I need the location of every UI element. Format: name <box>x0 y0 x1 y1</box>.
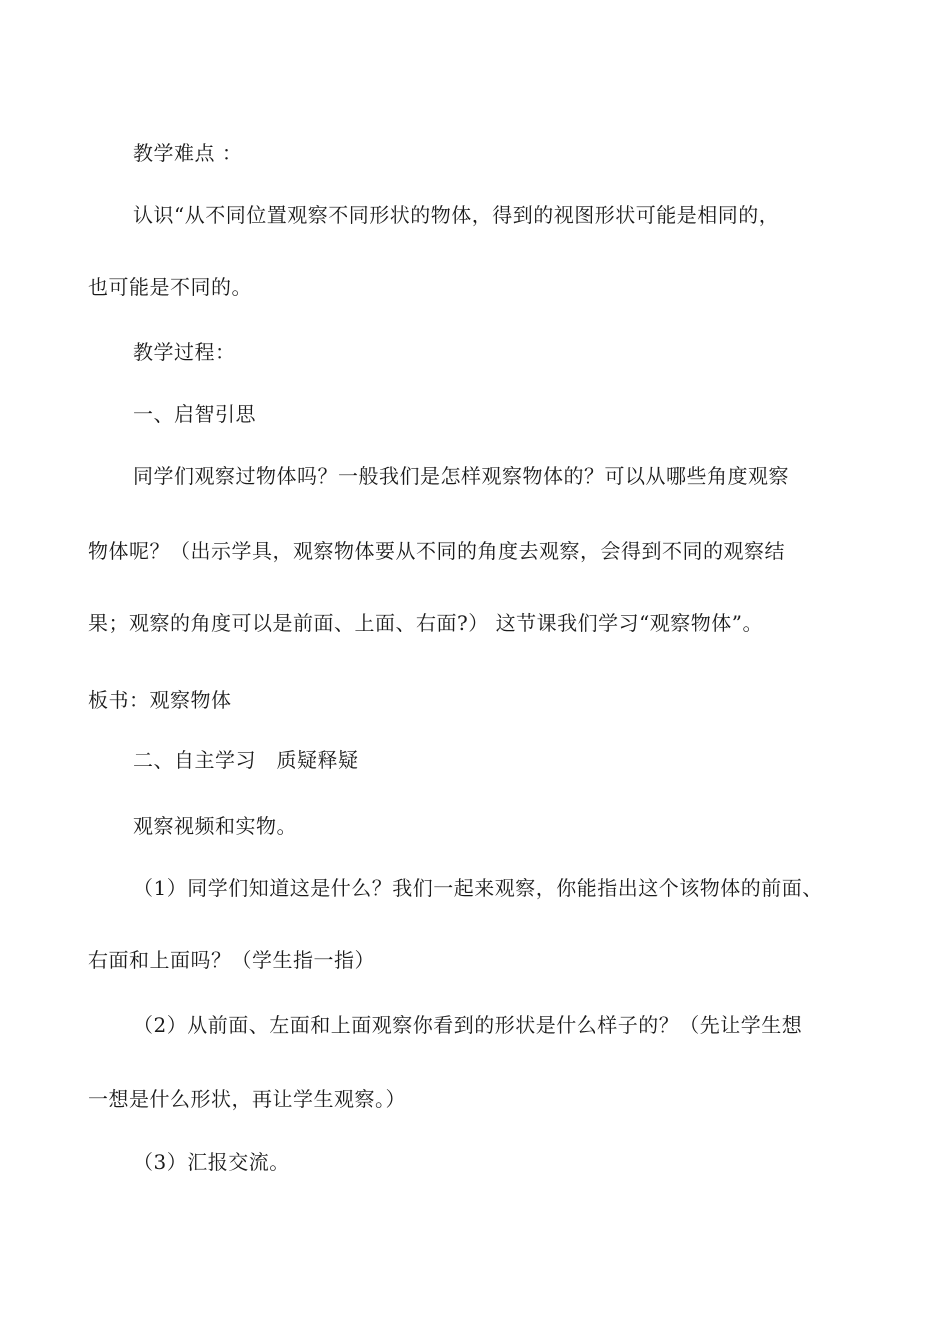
heading-teaching-difficulty: 教学难点 ： <box>133 141 243 165</box>
list-item-1: （1）同学们知道这是什么？我们一起来观察，你能指出这个该物体的前面、 <box>133 876 823 900</box>
paragraph-line: 果；观察的角度可以是前面、上面、右面?） 这节课我们学习“观察物体”。 <box>88 611 764 635</box>
paragraph-line: 物体呢？（出示学具，观察物体要从不同的角度去观察，会得到不同的观察结 <box>88 539 785 563</box>
paragraph-line: 一想是什么形状，再让学生观察。） <box>88 1087 406 1111</box>
heading-teaching-process: 教学过程： <box>133 340 236 364</box>
section-heading-2: 二、自主学习 质疑释疑 <box>133 748 359 772</box>
list-item-3: （3）汇报交流。 <box>133 1150 290 1174</box>
paragraph-line: 观察视频和实物。 <box>133 814 297 838</box>
paragraph-line: 右面和上面吗？（学生指一指） <box>88 948 375 972</box>
board-writing-line: 板书：观察物体 <box>88 688 232 712</box>
list-item-2: （2）从前面、左面和上面观察你看到的形状是什么样子的？（先让学生想 <box>133 1013 803 1037</box>
paragraph-line: 认识“从不同位置观察不同形状的物体，得到的视图形状可能是相同的， <box>133 203 780 227</box>
paragraph-line: 也可能是不同的。 <box>88 275 252 299</box>
paragraph-line: 同学们观察过物体吗？一般我们是怎样观察物体的？可以从哪些角度观察 <box>133 464 789 488</box>
section-heading-1: 一、启智引思 <box>133 402 256 426</box>
